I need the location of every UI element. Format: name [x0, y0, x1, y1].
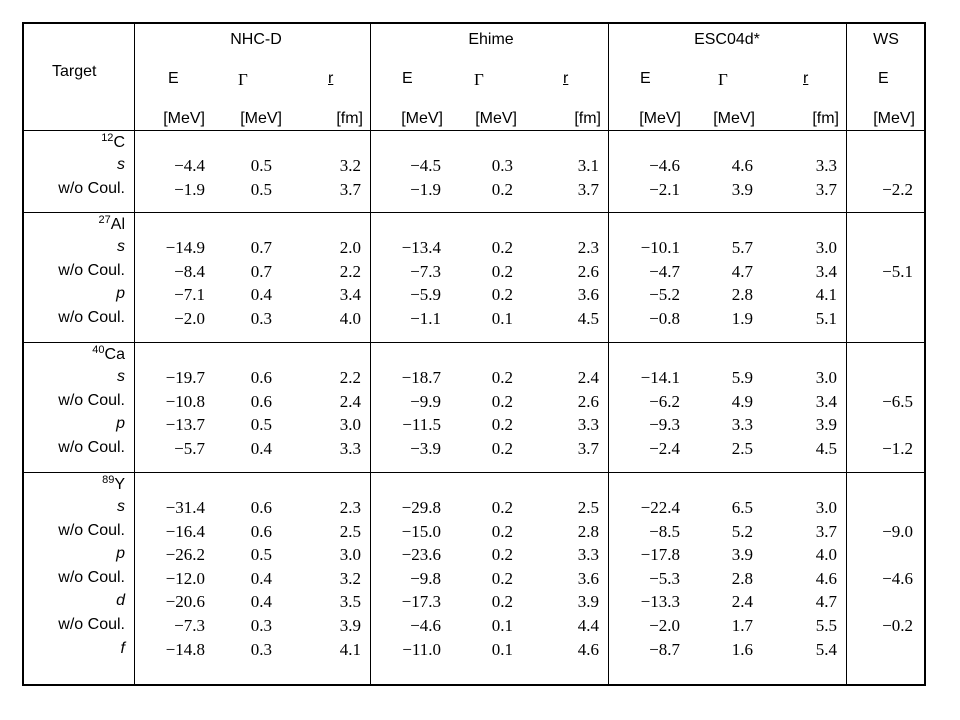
table-cell: 2.5 [577, 498, 599, 517]
table-cell: 3.9 [815, 415, 837, 435]
table-cell: 3.9 [577, 592, 599, 612]
element-title [45, 133, 125, 151]
table-cell: −23.6 [401, 545, 441, 565]
table-cell: 4.7 [815, 592, 837, 612]
table-cell: 3.1 [577, 156, 599, 175]
row-label: w/o Coul. [58, 308, 125, 326]
table-cell: 0.3 [250, 616, 272, 635]
table-cell: −13.4 [401, 238, 441, 257]
header-unit: [MeV] [163, 110, 205, 127]
table-cell: 1.6 [731, 639, 753, 659]
table-cell: 3.7 [577, 179, 599, 199]
row-label: s [117, 498, 125, 515]
header-group-name: Ehime [468, 31, 514, 48]
table-cell: 0.1 [491, 308, 513, 328]
header-unit: [fm] [336, 110, 363, 127]
table-cell: 4.6 [577, 639, 599, 659]
mass-number: 12 [101, 132, 114, 144]
header-unit: [MeV] [873, 110, 915, 127]
table-cell: −15.0 [401, 521, 441, 541]
table-cell: −14.8 [165, 639, 205, 659]
table-cell: −18.7 [401, 368, 441, 387]
data-table [22, 22, 926, 686]
table-cell: 1.9 [731, 308, 753, 328]
table-cell: −14.9 [165, 238, 205, 257]
table-cell: 3.2 [339, 156, 361, 175]
ws-cell: −5.1 [882, 261, 913, 281]
table-cell: 3.6 [577, 285, 599, 305]
table-cell: 3.4 [815, 391, 837, 411]
element-title [45, 215, 125, 233]
ws-cell: −4.6 [882, 568, 913, 588]
table-cell: 0.5 [250, 415, 272, 435]
header-unit: [MeV] [240, 110, 282, 127]
table-cell: 4.1 [815, 285, 837, 305]
table-cell: 5.4 [815, 639, 837, 659]
table-cell: −5.9 [410, 285, 441, 305]
header-unit: [MeV] [475, 110, 517, 127]
row-label: p [116, 545, 125, 563]
header-symbol: r [563, 70, 569, 87]
table-cell: 3.4 [339, 285, 361, 305]
table-cell: 2.6 [577, 261, 599, 281]
table-cell: 0.2 [491, 545, 513, 565]
table-cell: 2.5 [339, 521, 361, 541]
section-divider [24, 212, 924, 213]
table-cell: 0.3 [491, 156, 513, 175]
table-cell: 0.3 [250, 308, 272, 328]
table-cell: 0.7 [250, 238, 272, 257]
header-symbol: Γ [474, 70, 484, 89]
ws-cell: −9.0 [882, 521, 913, 541]
table-cell: −4.6 [410, 616, 441, 635]
row-label: p [116, 415, 125, 433]
table-cell: 3.7 [815, 521, 837, 541]
table-cell: −4.5 [410, 156, 441, 175]
header-unit: [fm] [812, 110, 839, 127]
row-label: w/o Coul. [58, 616, 125, 633]
table-cell: 2.3 [339, 498, 361, 517]
table-cell: −29.8 [401, 498, 441, 517]
table-cell: −22.4 [640, 498, 680, 517]
table-cell: −10.1 [640, 238, 680, 257]
table-cell: 4.5 [815, 438, 837, 458]
table-cell: 3.6 [577, 568, 599, 588]
table-cell: −10.8 [165, 391, 205, 411]
table-cell: 0.1 [491, 639, 513, 659]
row-label: w/o Coul. [58, 391, 125, 409]
element-title [45, 475, 125, 493]
table-cell: 3.0 [339, 415, 361, 435]
element-symbol: Y [114, 476, 125, 493]
ws-cell: −6.5 [882, 391, 913, 411]
header-group-name: ESC04d* [694, 31, 760, 48]
table-cell: −17.8 [640, 545, 680, 565]
mass-number: 40 [92, 344, 105, 356]
section-divider [24, 472, 924, 473]
header-unit: [MeV] [401, 110, 443, 127]
table-cell: 0.2 [491, 368, 513, 387]
table-cell: −5.3 [649, 568, 680, 588]
header-unit: [MeV] [639, 110, 681, 127]
table-cell: 4.1 [339, 639, 361, 659]
table-cell: 3.3 [339, 438, 361, 458]
table-cell: 0.4 [250, 568, 272, 588]
table-cell: −4.7 [649, 261, 680, 281]
table-cell: 0.2 [491, 592, 513, 612]
table-cell: −2.0 [174, 308, 205, 328]
section-divider [24, 130, 924, 131]
element-symbol: C [113, 134, 125, 151]
table-cell: 2.5 [731, 438, 753, 458]
header-symbol: r [803, 70, 809, 87]
table-cell: 2.3 [577, 238, 599, 257]
table-cell: −14.1 [640, 368, 680, 387]
table-cell: 0.1 [491, 616, 513, 635]
table-cell: −6.2 [649, 391, 680, 411]
table-cell: −1.9 [174, 179, 205, 199]
table-cell: −26.2 [165, 545, 205, 565]
ws-cell: −1.2 [882, 438, 913, 458]
table-cell: 4.6 [731, 156, 753, 175]
table-cell: −31.4 [165, 498, 205, 517]
table-cell: −8.7 [649, 639, 680, 659]
element-title [45, 345, 125, 363]
table-cell: −5.2 [649, 285, 680, 305]
table-cell: 4.6 [815, 568, 837, 588]
table-cell: 0.6 [250, 498, 272, 517]
table-cell: 3.0 [339, 545, 361, 565]
table-cell: 5.2 [731, 521, 753, 541]
table-cell: 4.5 [577, 308, 599, 328]
section-divider [24, 342, 924, 343]
table-cell: 4.0 [339, 308, 361, 328]
table-cell: 2.8 [731, 568, 753, 588]
table-cell: −9.9 [410, 391, 441, 411]
row-label: w/o Coul. [58, 261, 125, 279]
header-symbol: E [402, 70, 413, 87]
element-symbol: Ca [104, 346, 125, 363]
table-cell: 0.2 [491, 285, 513, 305]
table-cell: −17.3 [401, 592, 441, 612]
table-cell: 2.8 [731, 285, 753, 305]
header-unit: [fm] [574, 110, 601, 127]
table-cell: −2.4 [649, 438, 680, 458]
table-cell: −13.7 [165, 415, 205, 435]
table-cell: 0.6 [250, 391, 272, 411]
header-symbol: r [328, 70, 334, 87]
element-symbol: Al [110, 216, 125, 233]
table-cell: −8.5 [649, 521, 680, 541]
header-symbol: E [640, 70, 651, 87]
table-cell: 5.9 [731, 368, 753, 387]
table-cell: 3.0 [815, 498, 837, 517]
table-cell: −12.0 [165, 568, 205, 588]
table-cell: −2.1 [649, 179, 680, 199]
row-label: s [117, 156, 125, 173]
table-cell: 2.2 [339, 368, 361, 387]
table-cell: 3.0 [815, 238, 837, 257]
table-cell: −7.1 [174, 285, 205, 305]
table-cell: 1.7 [731, 616, 753, 635]
table-cell: 3.7 [577, 438, 599, 458]
header-group-name: WS [873, 31, 899, 48]
table-cell: −3.9 [410, 438, 441, 458]
table-cell: 0.2 [491, 568, 513, 588]
table-cell: 3.7 [815, 179, 837, 199]
table-cell: −13.3 [640, 592, 680, 612]
ws-cell: −2.2 [882, 179, 913, 199]
table-cell: 3.9 [731, 545, 753, 565]
table-cell: 0.7 [250, 261, 272, 281]
table-cell: 0.2 [491, 415, 513, 435]
table-cell: −19.7 [165, 368, 205, 387]
table-cell: 0.2 [491, 238, 513, 257]
header-symbol: E [878, 70, 889, 87]
table-cell: −7.3 [410, 261, 441, 281]
table-cell: 3.9 [339, 616, 361, 635]
table-cell: 3.3 [577, 545, 599, 565]
table-cell: 0.6 [250, 521, 272, 541]
row-label: s [117, 238, 125, 255]
table-cell: −7.3 [174, 616, 205, 635]
table-cell: 0.4 [250, 592, 272, 612]
table-cell: 0.2 [491, 521, 513, 541]
table-cell: 4.0 [815, 545, 837, 565]
table-cell: −11.5 [402, 415, 441, 435]
table-cell: −20.6 [165, 592, 205, 612]
table-cell: −9.3 [649, 415, 680, 435]
row-label: w/o Coul. [58, 568, 125, 586]
table-cell: 2.0 [339, 238, 361, 257]
row-label: s [117, 368, 125, 385]
table-cell: 2.4 [577, 368, 599, 387]
table-cell: −4.6 [649, 156, 680, 175]
table-cell: 4.9 [731, 391, 753, 411]
table-cell: −2.0 [649, 616, 680, 635]
table-cell: −0.8 [649, 308, 680, 328]
table-cell: 4.4 [577, 616, 599, 635]
table-cell: 3.4 [815, 261, 837, 281]
table-cell: 3.2 [339, 568, 361, 588]
table-cell: 6.5 [731, 498, 753, 517]
column-divider [608, 24, 609, 684]
table-cell: 3.3 [731, 415, 753, 435]
table-cell: 3.3 [815, 156, 837, 175]
table-cell: −1.1 [410, 308, 441, 328]
header-group-name: NHC-D [230, 31, 282, 48]
table-cell: 5.7 [731, 238, 753, 257]
table-cell: 0.2 [491, 261, 513, 281]
header-symbol: Γ [718, 70, 728, 89]
row-label: d [116, 592, 125, 610]
row-label: p [116, 285, 125, 303]
table-cell: −8.4 [174, 261, 205, 281]
table-cell: 0.2 [491, 179, 513, 199]
header-unit: [MeV] [713, 110, 755, 127]
header-symbol: Γ [238, 70, 248, 89]
table-cell: 0.4 [250, 285, 272, 305]
table-cell: 4.7 [731, 261, 753, 281]
table-cell: 5.1 [815, 308, 837, 328]
row-label: w/o Coul. [58, 521, 125, 539]
table-cell: 0.2 [491, 498, 513, 517]
ws-cell: −0.2 [882, 616, 913, 635]
header-target: Target [52, 63, 97, 80]
row-label: w/o Coul. [58, 438, 125, 456]
row-label: f [120, 639, 125, 657]
table-cell: 5.5 [815, 616, 837, 635]
table-cell: 3.3 [577, 415, 599, 435]
table-cell: 3.0 [815, 368, 837, 387]
table-cell: −11.0 [402, 639, 441, 659]
table-cell: 2.2 [339, 261, 361, 281]
table-cell: 0.5 [250, 179, 272, 199]
table-cell: 0.2 [491, 391, 513, 411]
table-cell: 3.5 [339, 592, 361, 612]
table-cell: −5.7 [174, 438, 205, 458]
table-cell: −9.8 [410, 568, 441, 588]
table-cell: 2.8 [577, 521, 599, 541]
table-cell: 2.4 [339, 391, 361, 411]
table-cell: 3.9 [731, 179, 753, 199]
mass-number: 27 [98, 214, 111, 226]
table-cell: 3.7 [339, 179, 361, 199]
mass-number: 89 [102, 474, 115, 486]
table-cell: 0.3 [250, 639, 272, 659]
row-label: w/o Coul. [58, 179, 125, 197]
table-cell: 0.6 [250, 368, 272, 387]
table-cell: 0.2 [491, 438, 513, 458]
table-cell: 0.4 [250, 438, 272, 458]
table-cell: −16.4 [165, 521, 205, 541]
header-symbol: E [168, 70, 179, 87]
table-cell: −1.9 [410, 179, 441, 199]
table-cell: 0.5 [250, 545, 272, 565]
table-cell: 0.5 [250, 156, 272, 175]
table-cell: 2.4 [731, 592, 753, 612]
table-cell: 2.6 [577, 391, 599, 411]
table-cell: −4.4 [174, 156, 205, 175]
